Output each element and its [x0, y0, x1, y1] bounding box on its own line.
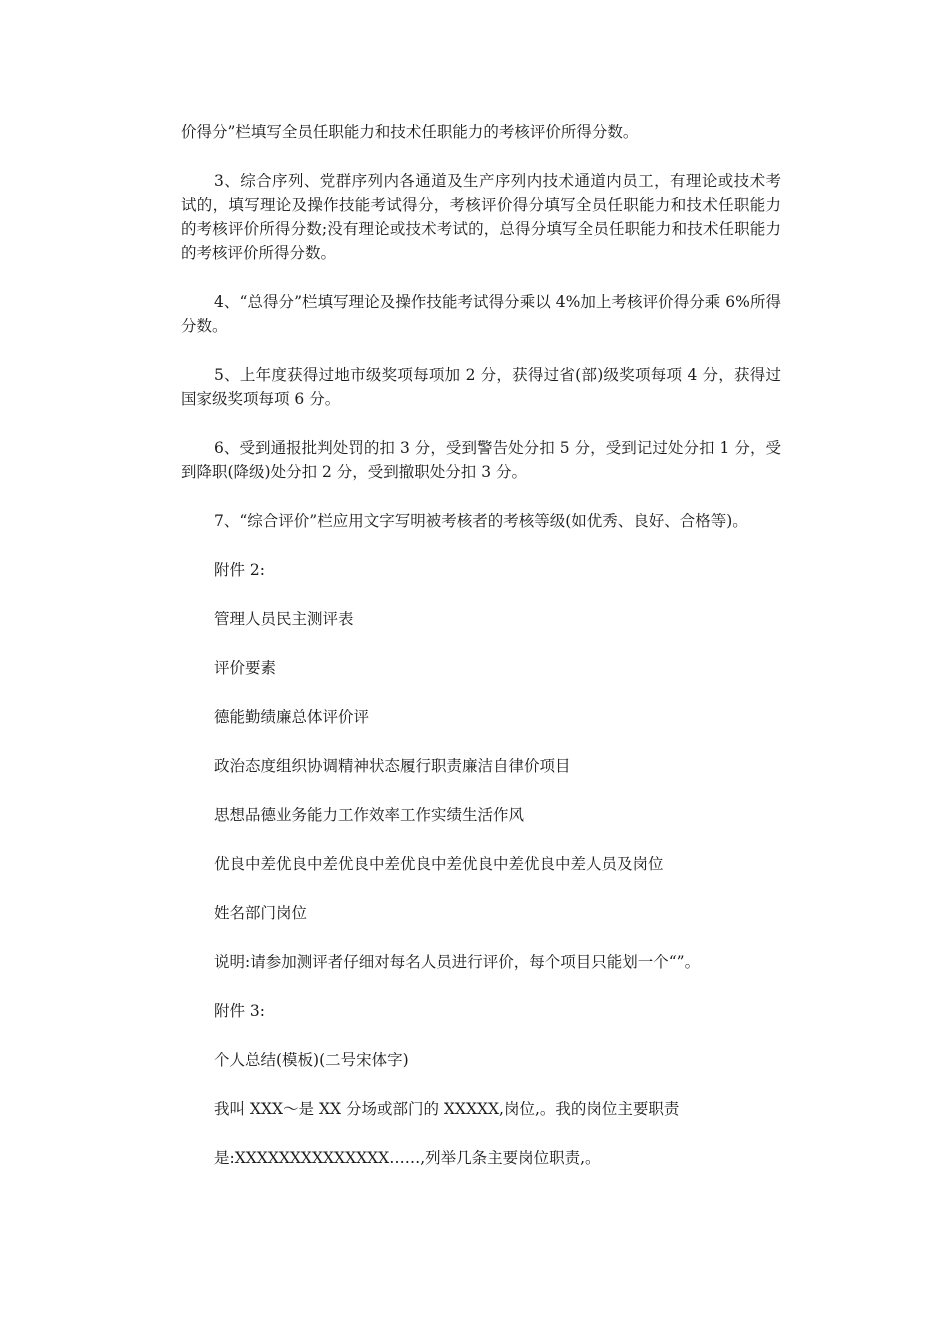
- evaluation-items-row: 政治态度组织协调精神状态履行职责廉洁自律价项目: [214, 757, 571, 775]
- overall-evaluation-label: 德能勤绩廉总体评价评: [214, 708, 370, 726]
- evaluation-subitems-row: 思想品德业务能力工作效率工作实绩生活作风: [214, 806, 525, 824]
- paragraph-item-4: 4、“总得分”栏填写理论及操作技能考试得分乘以 4%加上考核评价得分乘 6%所得分数。: [181, 293, 781, 335]
- paragraph-item-3: 3、综合序列、党群序列内各通道及生产序列内技术通道内员工，有理论或技术考试的，填写理论及操作技能考试得分，考核评价得分填写全员任职能力和技术任职能力的考核评价所得分数;没有理论或技术考试的，总得分填写全员任职能力和技术任职能力的考核评价所得分数。: [181, 172, 781, 262]
- summary-intro-line: 我叫 XXX～是 XX 分场或部门的 XXXXX,岗位,。我的岗位主要职责: [214, 1100, 680, 1118]
- evaluation-form-title: 管理人员民主测评表: [214, 610, 354, 628]
- evaluation-elements-label: 评价要素: [214, 659, 277, 677]
- attachment-3-heading: 附件 3:: [214, 1002, 266, 1020]
- summary-duties-line: 是:XXXXXXXXXXXXXX……,列举几条主要岗位职责,。: [214, 1149, 601, 1167]
- document-body: [181, 120, 781, 1195]
- attachment-2-heading: 附件 2:: [214, 561, 266, 579]
- paragraph-item-5: 5、上年度获得过地市级奖项每项加 2 分，获得过省(部)级奖项每项 4 分，获得过国家级奖项每项 6 分。: [181, 366, 781, 408]
- name-department-row: 姓名部门岗位: [214, 904, 308, 922]
- paragraph-item-6: 6、受到通报批判处罚的扣 3 分，受到警告处分扣 5 分，受到记过处分扣 1 分，受到降职(降级)处分扣 2 分，受到撤职处分扣 3 分。: [181, 439, 781, 481]
- evaluation-instructions: 说明:请参加测评者仔细对每名人员进行评价，每个项目只能划一个“”。: [214, 953, 701, 971]
- paragraph-continuation: 价得分”栏填写全员任职能力和技术任职能力的考核评价所得分数。: [181, 123, 639, 141]
- rating-levels-row: 优良中差优良中差优良中差优良中差优良中差优良中差人员及岗位: [214, 855, 664, 873]
- personal-summary-title: 个人总结(模板)(二号宋体字): [214, 1051, 409, 1069]
- paragraph-item-7: 7、“综合评价”栏应用文字写明被考核者的考核等级(如优秀、良好、合格等)。: [214, 512, 748, 530]
